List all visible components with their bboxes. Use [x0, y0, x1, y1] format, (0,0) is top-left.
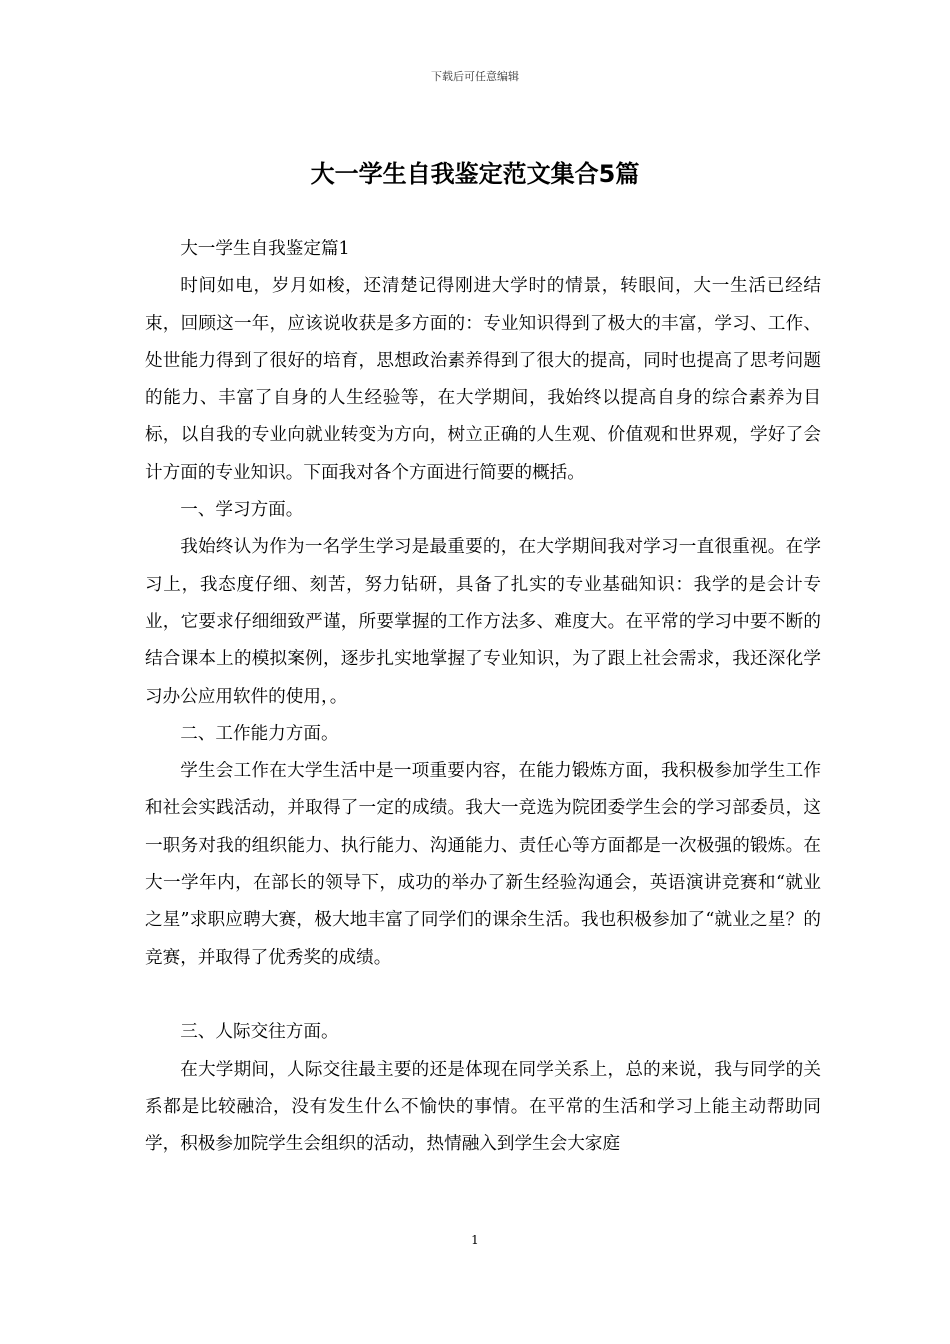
document-title: 大一学生自我鉴定范文集合5篇	[310, 160, 640, 188]
social-paragraph: 在大学期间，人际交往最主要的还是体现在同学关系上，总的来说，我与同学的关系都是比较融洽，没有发生什么不愉快的事情。在平常的生活和学习上能主动帮助同学，积极参加院学生会组织的活动，热情融入到学生会大家庭	[145, 1059, 821, 1155]
document-body	[145, 231, 821, 1163]
page-number: 1	[471, 1233, 479, 1247]
paragraph-spacer	[145, 977, 821, 1014]
section-heading-work: 二、工作能力方面。	[180, 723, 339, 744]
section-heading-social: 三、人际交往方面。	[180, 1022, 339, 1043]
part-title: 大一学生自我鉴定篇1	[180, 239, 350, 259]
study-paragraph: 我始终认为作为一名学生学习是最重要的，在大学期间我对学习一直很重视。在学习上，我态度仔细、刻苦，努力钻研，具备了扎实的专业基础知识：我学的是会计专业，它要求仔细细致严谨，所要掌握的工作方法多、难度大。在平常的学习中要不断的结合课本上的模拟案例，逐步扎实地掌握了专业知识，为了跟上社会需求，我还深化学习办公应用软件的使用，。	[145, 537, 821, 707]
intro-paragraph: 时间如电，岁月如梭，还清楚记得刚进大学时的情景，转眼间，大一生活已经结束，回顾这一年，应该说收获是多方面的：专业知识得到了极大的丰富，学习、工作、处世能力得到了很好的培育，思想政治素养得到了很大的提高，同时也提高了思考问题的能力、丰富了自身的人生经验等，在大学期间，我始终以提高自身的综合素养为目标，以自我的专业向就业转变为方向，树立正确的人生观、价值观和世界观，学好了会计方面的专业知识。下面我对各个方面进行简要的概括。	[145, 276, 821, 483]
section-heading-study: 一、学习方面。	[180, 500, 304, 521]
work-paragraph: 学生会工作在大学生活中是一项重要内容，在能力锻炼方面，我积极参加学生工作和社会实践活动，并取得了一定的成绩。我大一竞选为院团委学生会的学习部委员，这一职务对我的组织能力、执行能力、沟通能力、责任心等方面都是一次极强的锻炼。在大一学年内，在部长的领导下，成功的举办了新生经验沟通会，英语演讲竞赛和“就业之星”求职应聘大赛，极大地丰富了同学们的课余生活。我也积极参加了“就业之星？的竞赛，并取得了优秀奖的成绩。	[145, 761, 821, 968]
header-note: 下载后可任意编辑	[431, 70, 519, 83]
